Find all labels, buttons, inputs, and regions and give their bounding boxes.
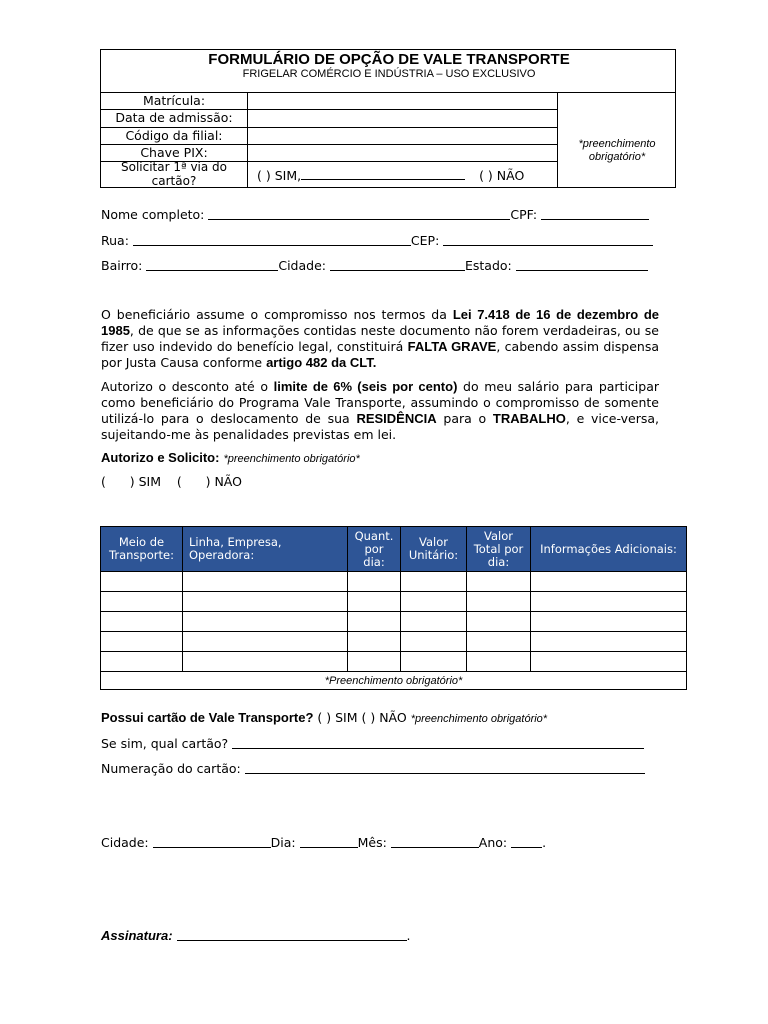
residence-text: RESIDÊNCIA	[356, 411, 437, 426]
table-cell[interactable]	[467, 652, 531, 672]
paragraph-text: , e vice-versa, sujeitando-me às penalidades previstas em lei.	[101, 411, 659, 442]
card-number-label: Numeração do cartão:	[101, 761, 241, 776]
table-row	[101, 632, 687, 652]
matricula-field[interactable]	[248, 93, 557, 109]
table-cell[interactable]	[348, 632, 401, 652]
neighborhood-field[interactable]	[146, 257, 278, 271]
street-field[interactable]	[133, 232, 411, 246]
transport-table	[100, 526, 687, 690]
card-which-label: Se sim, qual cartão?	[101, 736, 229, 751]
discount-limit-text: limite de 6% (seis por cento)	[273, 379, 458, 394]
table-cell[interactable]	[467, 632, 531, 652]
cpf-label: CPF:	[510, 207, 538, 222]
table-header-row	[101, 527, 687, 572]
year-field[interactable]	[511, 834, 542, 848]
city-label: Cidade:	[278, 258, 326, 273]
required-note: *preenchimento obrigatório*	[223, 453, 360, 465]
table-cell[interactable]	[183, 612, 348, 632]
paragraph-text: Autorizo o desconto até o	[101, 379, 274, 394]
table-cell[interactable]	[467, 572, 531, 592]
table-cell[interactable]	[401, 572, 467, 592]
signature-label: Assinatura:	[101, 928, 173, 943]
table-cell[interactable]	[101, 632, 183, 652]
work-text: TRABALHO	[492, 411, 566, 426]
name-cpf-row	[101, 206, 649, 222]
date-row	[101, 834, 546, 850]
column-header: Valor Unitário:	[401, 527, 467, 572]
column-header: Linha, Empresa, Operadora:	[183, 527, 348, 572]
cpf-field[interactable]	[541, 206, 649, 220]
header-form-box	[100, 49, 676, 188]
second-copy-options	[257, 167, 524, 183]
city-label: Cidade:	[101, 835, 149, 850]
table-cell[interactable]	[467, 592, 531, 612]
table-footer-row	[101, 672, 687, 690]
table-cell[interactable]	[467, 612, 531, 632]
day-field[interactable]	[300, 834, 358, 848]
street-label: Rua:	[101, 233, 129, 248]
signature-row	[101, 927, 411, 943]
law-reference: Lei 7.418 de 16 de dezembro de 1985	[101, 307, 659, 338]
street-cep-row	[101, 232, 653, 248]
table-cell[interactable]	[531, 572, 687, 592]
paragraph-text: do meu salário para participar como beneficiário do Programa Vale Transporte, assumindo o compromisso de somente utilizá-lo para o deslocamento de sua	[101, 379, 660, 426]
authorize-options	[101, 474, 242, 489]
table-cell[interactable]	[101, 592, 183, 612]
table-cell[interactable]	[531, 612, 687, 632]
required-note: *preenchimento obrigatório*	[578, 138, 656, 163]
month-label: Mês:	[357, 835, 387, 850]
card-yes-checkbox[interactable]: ( ) SIM	[317, 710, 358, 725]
authorize-yes-checkbox[interactable]: ( ) SIM	[101, 474, 161, 489]
table-cell[interactable]	[101, 572, 183, 592]
paragraph-text: , de que se as informações contidas neste documento não forem verdadeiras, ou se fizer uso indevido do benefício legal, constituirá	[101, 323, 659, 354]
full-name-label: Nome completo:	[101, 207, 205, 222]
table-cell[interactable]	[348, 592, 401, 612]
authorization-paragraph	[101, 379, 659, 443]
second-copy-label: Solicitar 1ª via do cartão?	[120, 160, 228, 188]
table-row	[101, 652, 687, 672]
table-cell[interactable]	[101, 612, 183, 632]
address-row	[101, 257, 648, 273]
cep-label: CEP:	[410, 233, 440, 248]
required-note: *preenchimento obrigatório*	[410, 713, 548, 725]
year-label: Ano:	[478, 835, 508, 850]
paragraph-text: para o	[436, 411, 493, 426]
column-header: Informações Adicionais:	[531, 527, 687, 572]
table-row	[101, 572, 687, 592]
table-cell[interactable]	[183, 592, 348, 612]
card-no-checkbox[interactable]: ( ) NÃO	[361, 710, 407, 725]
paragraph-text: , cabendo assim dispensa por Justa Causa conforme	[101, 339, 660, 370]
second-copy-yes-checkbox[interactable]: ( ) SIM,	[257, 168, 302, 183]
form-title: FORMULÁRIO DE OPÇÃO DE VALE TRANSPORTE	[208, 51, 570, 68]
neighborhood-label: Bairro:	[101, 258, 143, 273]
table-cell[interactable]	[348, 572, 401, 592]
serious-fault-text: FALTA GRAVE	[407, 339, 497, 354]
period: .	[406, 928, 411, 943]
table-cell[interactable]	[401, 652, 467, 672]
card-question-label: Possui cartão de Vale Transporte?	[101, 710, 314, 725]
authorize-no-checkbox[interactable]: ( ) NÃO	[176, 474, 242, 489]
pix-key-label: Chave PIX:	[140, 145, 208, 160]
table-cell[interactable]	[348, 612, 401, 632]
table-cell[interactable]	[348, 652, 401, 672]
cep-field[interactable]	[443, 232, 653, 246]
state-label: Estado:	[464, 258, 512, 273]
card-which-row	[101, 735, 644, 751]
signature-field[interactable]	[177, 927, 407, 941]
table-cell[interactable]	[401, 592, 467, 612]
card-question-row	[101, 710, 547, 725]
branch-code-field[interactable]	[248, 128, 557, 144]
second-copy-no-checkbox[interactable]: ( ) NÃO	[479, 168, 525, 183]
card-number-row	[101, 760, 645, 776]
table-cell[interactable]	[183, 572, 348, 592]
table-row	[101, 612, 687, 632]
authorize-row	[101, 450, 360, 465]
admission-date-label: Data de admissão:	[115, 110, 233, 125]
authorize-label: Autorizo e Solicito:	[101, 450, 220, 465]
month-field[interactable]	[391, 834, 479, 848]
city-field[interactable]	[330, 257, 465, 271]
table-cell[interactable]	[531, 652, 687, 672]
commitment-paragraph	[101, 307, 659, 371]
second-copy-reason-line[interactable]	[301, 167, 465, 180]
matricula-label: Matrícula:	[142, 93, 206, 108]
table-cell[interactable]	[401, 612, 467, 632]
table-cell[interactable]	[401, 632, 467, 652]
table-cell[interactable]	[183, 632, 348, 652]
column-header: Meio de Transporte:	[101, 527, 183, 572]
card-which-field[interactable]	[232, 735, 644, 749]
paragraph-text: O beneficiário assume o compromisso nos termos da	[101, 307, 453, 322]
branch-code-label: Código da filial:	[125, 128, 223, 143]
table-cell[interactable]	[531, 592, 687, 612]
table-cell[interactable]	[531, 632, 687, 652]
card-number-field[interactable]	[245, 760, 645, 774]
table-cell[interactable]	[183, 652, 348, 672]
form-subtitle: FRIGELAR COMÉRCIO E INDÚSTRIA – USO EXCLUSIVO	[242, 68, 536, 80]
full-name-field[interactable]	[208, 206, 510, 220]
table-row	[101, 592, 687, 612]
column-header: Quant. por dia:	[348, 527, 401, 572]
pix-key-field[interactable]	[248, 145, 557, 161]
table-required-note: *Preenchimento obrigatório*	[101, 672, 687, 690]
admission-date-field[interactable]	[248, 110, 557, 126]
state-field[interactable]	[516, 257, 648, 271]
column-header: Valor Total por dia:	[467, 527, 531, 572]
period: .	[542, 835, 547, 850]
clt-article-reference: artigo 482 da CLT.	[266, 355, 377, 370]
day-label: Dia:	[270, 835, 296, 850]
date-city-field[interactable]	[153, 834, 271, 848]
table-cell[interactable]	[101, 652, 183, 672]
